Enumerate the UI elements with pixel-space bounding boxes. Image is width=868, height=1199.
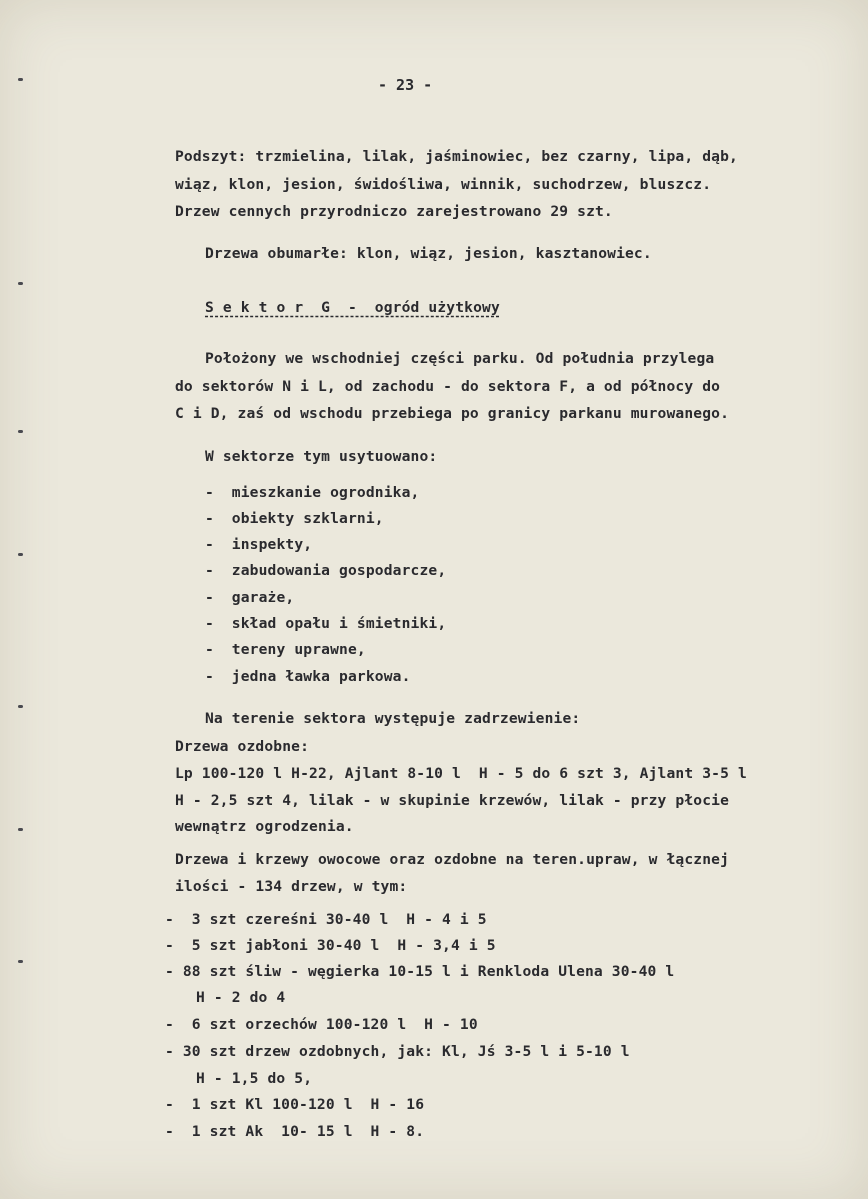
list-item: - 3 szt czereśni 30-40 l H - 4 i 5 (165, 911, 487, 928)
text-line: Drzewa i krzewy owocowe oraz ozdobne na teren.upraw, w łącznej (175, 851, 730, 868)
list-item: - 1 szt Kl 100-120 l H - 16 (165, 1096, 425, 1113)
list-item: - zabudowania gospodarcze, (205, 562, 447, 579)
text-line: Lp 100-120 l H-22, Ajlant 8-10 l H - 5 do 6 szt 3, Ajlant 3-5 l (175, 765, 747, 782)
list-item: - 30 szt drzew ozdobnych, jak: Kl, Jś 3-5 l i 5-10 l (165, 1043, 630, 1060)
text-line: Położony we wschodniej części parku. Od południa przylega (205, 350, 715, 367)
list-item: - skład opału i śmietniki, (205, 615, 447, 632)
text-line: C i D, zaś od wschodu przebiega po granicy parkanu murowanego. (175, 405, 730, 422)
list-item-continuation: H - 2 do 4 (196, 989, 286, 1006)
list-item: - 1 szt Ak 10- 15 l H - 8. (165, 1123, 425, 1140)
list-item: - 88 szt śliw - węgierka 10-15 l i Renkloda Ulena 30-40 l (165, 963, 675, 980)
text-line: Podszyt: trzmielina, lilak, jaśminowiec, bez czarny, lipa, dąb, (175, 148, 738, 165)
text-line: Drzew cennych przyrodniczo zarejestrowano 29 szt. (175, 203, 613, 220)
margin-mark (18, 282, 23, 285)
text-line: H - 2,5 szt 4, lilak - w skupinie krzewów, lilak - przy płocie (175, 792, 730, 809)
list-item: - inspekty, (205, 536, 313, 553)
list-item-continuation: H - 1,5 do 5, (196, 1070, 313, 1087)
margin-mark (18, 828, 23, 831)
list-item: - tereny uprawne, (205, 641, 366, 658)
page-number: - 23 - (378, 76, 433, 94)
section-heading: S e k t o r G - ogród użytkowy (205, 299, 500, 316)
text-line: Drzewa ozdobne: (175, 738, 310, 755)
list-item: - 6 szt orzechów 100-120 l H - 10 (165, 1016, 478, 1033)
margin-mark (18, 430, 23, 433)
margin-mark (18, 78, 23, 81)
list-item: - jedna ławka parkowa. (205, 668, 411, 685)
text-line: ilości - 134 drzew, w tym: (175, 878, 408, 895)
text-line: Drzewa obumarłe: klon, wiąz, jesion, kasztanowiec. (205, 245, 652, 262)
text-line: do sektorów N i L, od zachodu - do sektora F, a od północy do (175, 378, 721, 395)
text-line: wiąz, klon, jesion, świdośliwa, winnik, suchodrzew, bluszcz. (175, 176, 712, 193)
list-item: - 5 szt jabłoni 30-40 l H - 3,4 i 5 (165, 937, 496, 954)
margin-mark (18, 960, 23, 963)
text-line: wewnątrz ogrodzenia. (175, 818, 354, 835)
margin-mark (18, 705, 23, 708)
list-item: - garaże, (205, 589, 295, 606)
list-item: - obiekty szklarni, (205, 510, 384, 527)
list-item: - mieszkanie ogrodnika, (205, 484, 420, 501)
text-line: W sektorze tym usytuowano: (205, 448, 438, 465)
margin-mark (18, 553, 23, 556)
text-line: Na terenie sektora występuje zadrzewienie: (205, 710, 581, 727)
